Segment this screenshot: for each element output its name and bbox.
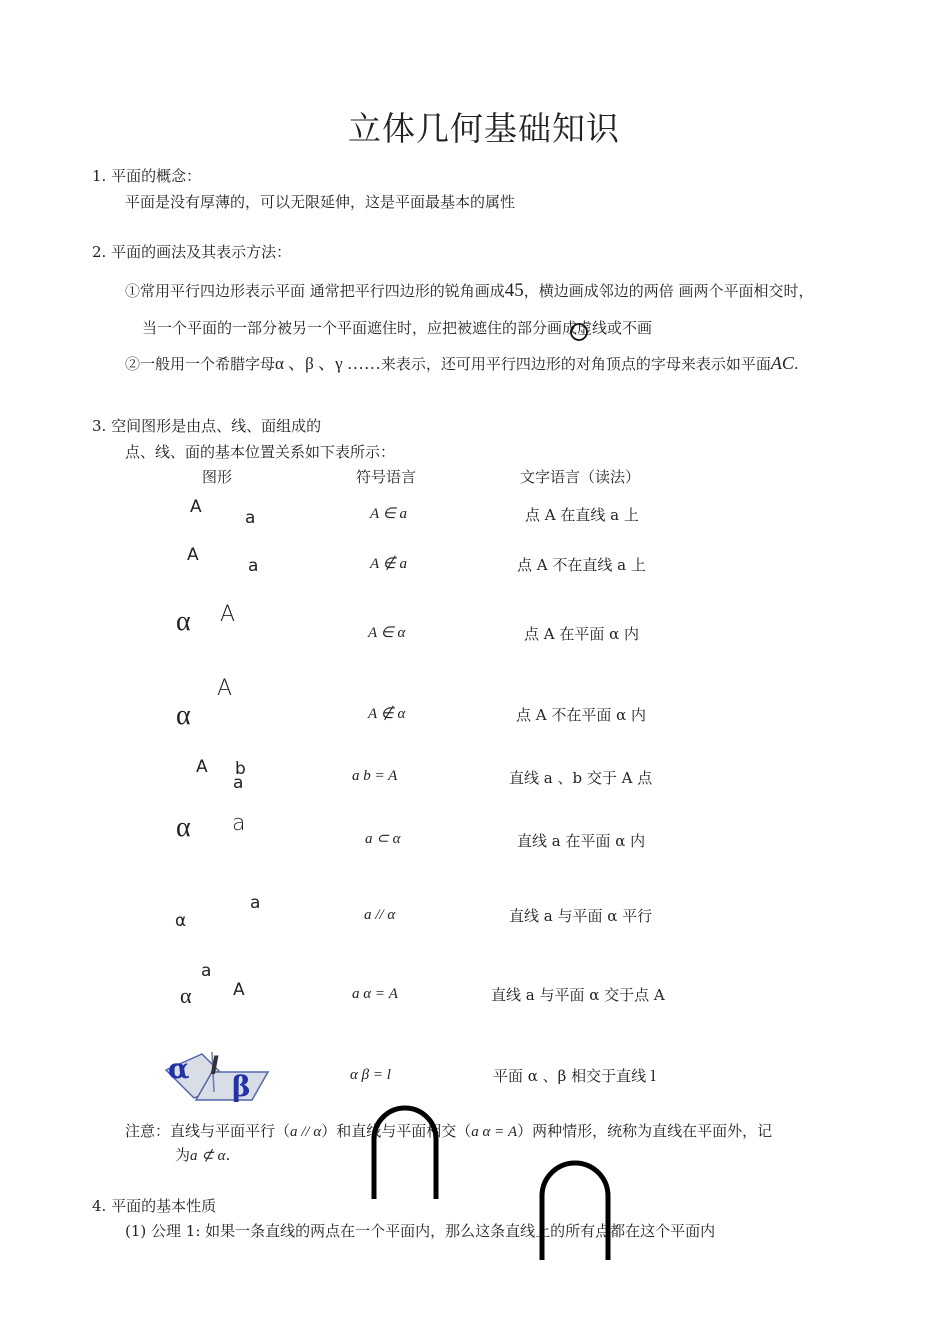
section-4-heading: 4. 平面的基本性质 <box>92 1197 217 1215</box>
figure-label: a <box>250 893 261 913</box>
section-1-text: 平面是没有厚薄的，可以无限延伸，这是平面最基本的属性 <box>125 193 516 211</box>
note-symbol-3: a ⊄ α <box>190 1148 226 1164</box>
section-2-line-2: 当一个平面的一部分被另一个平面遮住时，应把被遮住的部分画成虚线或不画 <box>142 319 653 337</box>
section-2-line-1 <box>125 282 814 300</box>
text-reading: 平面 α 、β 相交于直线 l <box>493 1067 656 1085</box>
note-text-a: 注意：直线与平面平行（ <box>125 1122 291 1140</box>
column-header-text: 文字语言（读法） <box>520 468 641 486</box>
line-3-text-a: ②一般用一个希腊字母 <box>125 355 276 373</box>
figure-label: β <box>232 1070 251 1103</box>
text-reading: 点 A 不在直线 a 上 <box>517 556 646 574</box>
figure-label: A <box>220 602 236 627</box>
symbol-expression: A ∉ a <box>370 556 407 572</box>
symbol-expression: A ∈ a <box>370 506 407 522</box>
figure-label: a <box>248 556 259 576</box>
text-reading: 直线 a 、b 交于 A 点 <box>509 769 653 787</box>
column-header-figure: 图形 <box>202 468 233 486</box>
figure-label: α <box>180 983 192 1008</box>
page-title: 立体几何基础知识 <box>348 109 620 148</box>
figure-label: A <box>217 676 233 701</box>
line-1-rest: ，横边画成邻边的两倍 画两个平面相交时， <box>523 282 814 300</box>
figure-label: α <box>176 812 191 843</box>
angle-value: 45 <box>504 280 524 301</box>
axiom-1: (1) 公理 1: 如果一条直线的两点在一个平面内，那么这条直线上的所有点都在这个平面内 <box>125 1222 716 1240</box>
figure-label: α <box>176 700 191 731</box>
note-line-2 <box>175 1146 230 1165</box>
figure-label: a <box>233 773 244 793</box>
intersection-symbol-icon <box>530 1150 620 1265</box>
figure-label: b <box>235 759 246 779</box>
section-3-intro: 点、线、面的基本位置关系如下表所示： <box>125 443 396 461</box>
text-reading: 直线 a 与平面 α 平行 <box>509 907 653 925</box>
note-symbol-1: a // α <box>290 1124 322 1140</box>
figure-label: a <box>245 508 256 528</box>
intersection-symbol-icon <box>360 1095 450 1205</box>
figure-label: α <box>175 911 187 931</box>
column-header-symbol: 符号语言 <box>356 468 417 486</box>
note-text-e: . <box>225 1146 231 1164</box>
text-reading: 点 A 在平面 α 内 <box>524 625 640 643</box>
figure-label: A <box>190 497 202 517</box>
symbol-expression: a α = A <box>352 986 398 1002</box>
greek-letters: α 、β 、γ …… <box>275 354 381 373</box>
text-reading: 点 A 在直线 a 上 <box>525 506 639 524</box>
figure-label: A <box>196 757 208 777</box>
note-text-b: ）和直线与平面相交（ <box>321 1122 472 1140</box>
plane-ac: AC <box>770 353 794 373</box>
figure-label: l <box>210 1052 219 1080</box>
line-3-end: . <box>793 355 799 373</box>
figure-label: a <box>232 811 246 836</box>
symbol-expression: a b = A <box>352 768 398 784</box>
section-2-heading: 2. 平面的画法及其表示方法： <box>92 243 292 261</box>
section-3-heading: 3. 空间图形是由点、线、面组成的 <box>92 417 322 435</box>
figure-label: A <box>233 980 245 1000</box>
text-reading: 直线 a 在平面 α 内 <box>517 832 646 850</box>
section-2-line-3 <box>125 354 799 373</box>
note-text-d: 为 <box>175 1146 191 1164</box>
figure-label: A <box>187 545 199 565</box>
text-reading: 点 A 不在平面 α 内 <box>516 706 647 724</box>
line-3-text-b: 来表示，还可用平行四边形的对角顶点的字母来表示如平面 <box>380 355 771 373</box>
figure-label: α <box>176 606 191 637</box>
figure-label: a <box>201 961 212 981</box>
symbol-expression: α β = l <box>350 1067 391 1083</box>
symbol-expression: A ∈ α <box>368 625 406 641</box>
figure-label: α <box>168 1052 190 1085</box>
note-text-c: ）两种情形，统称为直线在平面外，记 <box>517 1122 773 1140</box>
text-reading: 直线 a 与平面 α 交于点 A <box>491 986 665 1004</box>
circle-mark-icon <box>569 321 591 343</box>
note-symbol-2: a α = A <box>471 1124 518 1140</box>
line-1-text: ①常用平行四边形表示平面 通常把平行四边形的锐角画成 <box>125 282 505 300</box>
symbol-expression: a ⊂ α <box>365 831 401 847</box>
symbol-expression: A ∉ α <box>368 706 406 722</box>
symbol-expression: a // α <box>364 907 396 923</box>
section-1-heading: 1. 平面的概念： <box>92 167 202 185</box>
